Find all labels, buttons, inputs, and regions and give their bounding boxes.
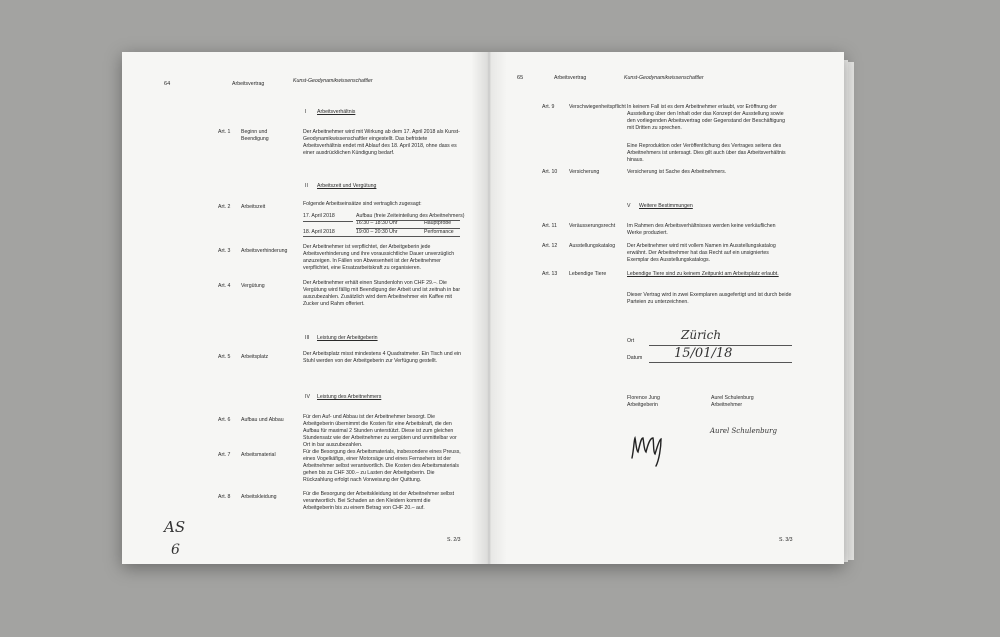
article-number: Art. 11 [542,223,557,229]
page-footer: S. 2/3 [447,537,461,543]
article-label: Arbeitsverhinderung [241,248,288,254]
schedule-note: Performance [424,229,454,235]
article-number: Art. 8 [218,494,231,500]
schedule-note: Hauptprobe [424,220,452,226]
page-footer: S. 3/3 [779,537,793,543]
section-heading [305,335,378,342]
section-title: Leistung des Arbeitnehmers [317,394,382,400]
article-number: Art. 5 [218,354,231,360]
handwritten-number: 6 [171,542,180,558]
article-label: Lebendige Tiere [569,271,607,277]
article-number: Art. 9 [542,104,555,110]
article-text: Versicherung ist Sache des Arbeitnehmers. [627,169,727,175]
article-text: Im Rahmen des Arbeitsverhältnisses werden keine verkäuflichen Werke produziert. [627,223,776,236]
signer-role: Arbeitnehmer [711,402,743,408]
article-label: Arbeitszeit [241,204,266,210]
section-heading [305,183,377,190]
signer-role: Arbeitgeberin [627,402,658,408]
article-label: Versicherung [569,169,600,175]
article-text: Für die Besorgung der Arbeitskleidung ist der Arbeitnehmer selbst verantwortlich. Bei Schaden an den Kleidern kommt die Arbeitgeberin bis zu einem Betrag von CHF 20.– auf. [303,491,455,511]
article-label: Arbeitskleidung [241,494,277,500]
signature-employee: Aurel Schulenburg [710,427,777,435]
schedule-rule [303,221,353,222]
section-heading [627,203,693,210]
article-label: Beginn und Beendigung [241,129,269,142]
schedule-rule [356,228,460,229]
article-number: Art. 13 [542,271,558,277]
place-label: Ort [627,338,635,344]
article-label: Veräusserungsrecht [569,223,616,229]
header-subtitle: Kunst-Geodynamikwissenschaftler [293,78,373,84]
article-label: Aufbau und Abbau [241,417,284,423]
article-label: Vergütung [241,283,265,289]
article-text: Für den Auf- und Abbau ist der Arbeitnehmer besorgt. Die Arbeitgeberin übernimmt die Kosten für eine Arbeitskraft, die den Aufbau für maximal 2 Stunden unterstützt. Diese ist zum gleichen Stundensatz wie der Arbeitnehmer zu vergüten und unmittelbar vor Ort in bar auszubezahlen. [303,414,457,448]
left-page [122,52,489,564]
article-text: In keinem Fall ist es dem Arbeitnehmer erlaubt, vor Eröffnung der Ausstellung über den Inhalt oder das Konzept der Ausstellung sowie den vorliegenden Arbeitsvertrag oder Gegenstand der Beschäftigung mit Dritten zu sprechen. [627,104,786,131]
header-title: Arbeitsvertrag [554,75,587,81]
signature-employer [628,428,670,468]
booklet-spread [122,52,844,564]
article-text: Folgende Arbeitseinsätze sind vertraglich zugesagt: [303,201,422,207]
article-number: Art. 7 [218,452,231,458]
schedule-rule [303,236,460,237]
closing-statement: Dieser Vertrag wird in zwei Exemplaren ausgefertigt und ist durch beide Parteien zu unterzeichnen. [627,292,792,305]
article-text: Der Arbeitnehmer wird mit Wirkung ab dem 17. April 2018 als Kunst-Geodynamikwissenschaftler eingestellt. Das befristete Arbeitsverhältnis endet mit Ablauf des 18. April 2018, ohne dass es einer ausdrücklichen Kündigung bedarf. [303,129,460,156]
article-text: Der Arbeitsplatz misst mindestens 4 Quadratmeter. Ein Tisch und ein Stuhl werden von der Arbeitgeberin zur Verfügung gestellt. [303,351,462,364]
section-title: Leistung der Arbeitgeberin [317,335,378,341]
section-number: I [305,109,307,115]
article-text: Der Arbeitnehmer ist verpflichtet, der Arbeitgeberin jede Arbeitsverhinderung und ihre voraussichtliche Dauer unverzüglich anzuzeigen. In Fällen von Abwesenheit ist der Arbeitnehmer verpflichtet, eine Ersatzarbeitskraft zu organisieren. [303,244,455,271]
article-text: Lebendige Tiere sind zu keinem Zeitpunkt am Arbeitsplatz erlaubt. [627,271,779,277]
article-text: Eine Reproduktion oder Veröffentlichung des Vertrages seitens des Arbeitnehmers ist untersagt. Dies gilt auch über das Arbeitsverhältnis hinaus. [627,143,786,163]
section-title: Arbeitszeit und Vergütung [317,183,377,189]
schedule-time: 19:00 – 20:30 Uhr [356,229,398,235]
article-number: Art. 4 [218,283,231,289]
schedule-rule [356,220,460,221]
article-label: Arbeitsplatz [241,354,269,360]
section-heading [305,394,382,401]
date-label: Datum [627,355,643,361]
section-number: V [627,203,631,209]
schedule-date: 17. April 2018 [303,213,335,219]
page-number: 64 [164,81,171,87]
place-handwritten: Zürich [681,328,722,342]
schedule-time: Aufbau (freie Zeiteinteilung des Arbeitnehmers) [356,213,465,219]
signer-name: Florence Jung [627,395,660,401]
section-heading [305,109,356,116]
signer-name: Aurel Schulenburg [711,395,754,401]
section-title: Weitere Bestimmungen [639,203,693,209]
header-title: Arbeitsvertrag [232,81,265,87]
schedule-time: 16:30 – 18:30 Uhr [356,220,398,226]
article-label: Arbeitsmaterial [241,452,276,458]
handwritten-initials: AS [164,518,186,536]
date-handwritten: 15/01/18 [674,346,733,361]
right-page [489,52,844,564]
page-number: 65 [517,75,524,81]
section-number: II [305,183,308,189]
article-text: Der Arbeitnehmer erhält einen Stundenlohn von CHF 29.–. Die Vergütung wird fällig mit Beendigung der Arbeit und ist zeitnah in bar auszubezahlen. Zusätzlich wird dem Arbeitnehmer ein Kaffee mit Zucker und Rahm offeriert. [303,280,461,307]
article-number: Art. 10 [542,169,558,175]
article-number: Art. 2 [218,204,231,210]
article-number: Art. 6 [218,417,231,423]
date-line [649,362,792,363]
section-title: Arbeitsverhältnis [317,109,356,115]
schedule-date: 18. April 2018 [303,229,335,235]
article-label: Verschwiegenheitspflicht [569,104,626,110]
article-number: Art. 3 [218,248,231,254]
section-number: IV [305,394,310,400]
article-label: Ausstellungskatalog [569,243,616,249]
article-text: Der Arbeitnehmer wird mit vollem Namen im Ausstellungskatalog erwähnt. Der Arbeitnehmer hat das Recht auf ein unsigniertes Exemplar des Ausstellungskatalogs. [627,243,776,263]
article-number: Art. 12 [542,243,558,249]
header-subtitle: Kunst-Geodynamikwissenschaftler [624,75,704,81]
section-number: III [305,335,310,341]
article-number: Art. 1 [218,129,231,135]
article-text: Für die Besorgung des Arbeitsmaterials, insbesondere eines Preuss, eines Vogelkäfigs, einer Motorsäge und eines Fernsehers ist der Arbeitnehmer selbst verantwortlich. Die Kosten des Arbeitsmaterials gehen bis zu CHF 300.– zu Lasten der Arbeitgeberin. Die Rückzahlung erfolgt nach Vorweisung der Quittung. [303,449,461,483]
